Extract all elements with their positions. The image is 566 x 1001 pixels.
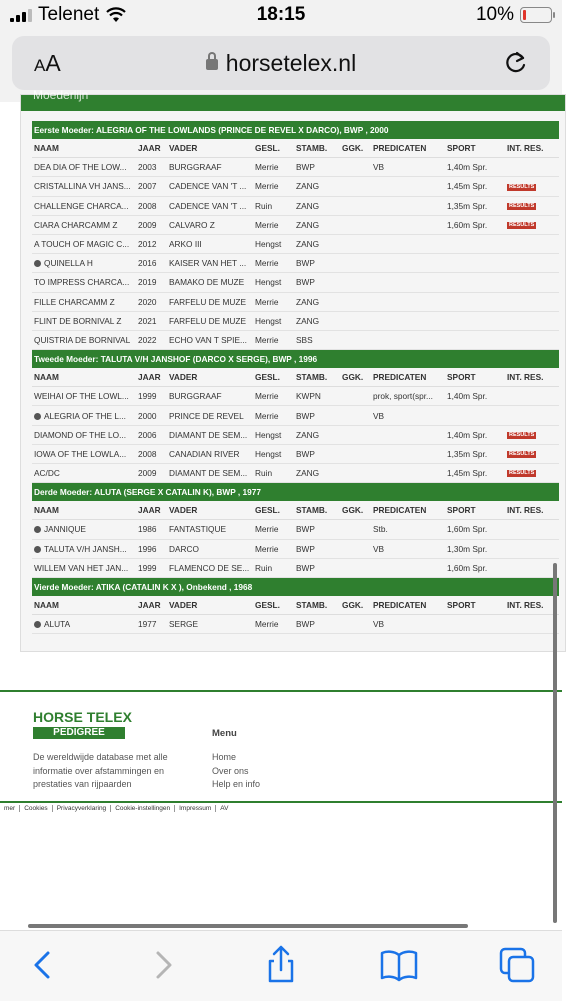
cell-ggk (340, 520, 371, 539)
cell-predicaten: VB (371, 615, 445, 634)
cell-geslacht: Merrie (253, 330, 294, 349)
deceased-icon (34, 413, 41, 420)
cell-vader[interactable]: PRINCE DE REVEL (167, 406, 253, 425)
column-header-int-res: INT. RES. (505, 596, 559, 615)
cell-naam[interactable]: DIAMOND OF THE LO... (32, 425, 136, 444)
cell-int-res (505, 196, 559, 215)
column-header-vader: VADER (167, 501, 253, 520)
cell-jaar: 2012 (136, 234, 167, 253)
cell-ggk (340, 254, 371, 273)
cell-geslacht: Merrie (253, 158, 294, 177)
legal-link-impressum[interactable]: Impressum (175, 805, 216, 812)
cell-vader[interactable]: DIAMANT DE SEM... (167, 464, 253, 483)
cell-predicaten: VB (371, 158, 445, 177)
cell-naam[interactable]: FILLE CHARCAMM Z (32, 292, 136, 311)
footer-link-over-ons[interactable]: Over ons (212, 765, 249, 776)
url-field[interactable] (12, 50, 550, 77)
table-row[interactable] (32, 215, 559, 234)
legal-link-av[interactable]: AV (220, 805, 229, 812)
web-content (0, 88, 562, 930)
cell-vader[interactable]: FARFELU DE MUZE (167, 311, 253, 330)
column-header-stamboek: STAMB. (294, 501, 340, 520)
results-badge[interactable]: RESULTS (509, 202, 535, 209)
offspring-table (32, 121, 559, 634)
table-row[interactable] (32, 406, 559, 425)
cell-jaar: 2008 (136, 196, 167, 215)
clock: 18:15 (256, 4, 306, 25)
cell-sport (445, 273, 505, 292)
battery-percent: 10% (475, 4, 514, 25)
cell-geslacht: Merrie (253, 520, 294, 539)
cell-jaar: 2009 (136, 215, 167, 234)
cell-ggk (340, 215, 371, 234)
cell-sport: 1,40m Spr. (445, 387, 505, 406)
cell-sport (445, 234, 505, 253)
reader-settings-button[interactable]: AA (34, 50, 61, 76)
cell-sport: 1,60m Spr. (445, 558, 505, 577)
lock-icon (206, 59, 218, 70)
cell-predicaten (371, 558, 445, 577)
cell-naam[interactable]: A TOUCH OF MAGIC C... (32, 234, 136, 253)
legal-link-privacy[interactable]: Privacyverklaring (53, 805, 112, 812)
cell-geslacht: Ruin (253, 558, 294, 577)
vertical-scrollbar[interactable] (553, 563, 557, 923)
results-badge[interactable]: RESULTS (509, 451, 535, 458)
cell-int-res (505, 520, 559, 539)
cell-naam[interactable]: FLINT DE BORNIVAL Z (32, 311, 136, 330)
cell-stamboek: ZANG (294, 425, 340, 444)
legal-links (0, 805, 562, 812)
column-header-sport: SPORT (445, 596, 505, 615)
cell-vader[interactable]: FARFELU DE MUZE (167, 292, 253, 311)
results-badge[interactable]: RESULTS (509, 222, 535, 229)
column-header-naam: NAAM (32, 368, 136, 387)
cell-vader[interactable]: CADENCE VAN 'T ... (167, 177, 253, 196)
column-header-int-res: INT. RES. (505, 501, 559, 520)
cell-predicaten: Stb. (371, 520, 445, 539)
horse-name[interactable]: TALUTA V/H JANSH... (44, 543, 127, 554)
cell-ggk (340, 406, 371, 425)
cell-sport: 1,60m Spr. (445, 520, 505, 539)
cell-ggk (340, 292, 371, 311)
cell-ggk (340, 539, 371, 558)
cell-geslacht: Hengst (253, 234, 294, 253)
cell-predicaten (371, 234, 445, 253)
reload-icon[interactable] (502, 48, 530, 76)
cell-sport: 1,45m Spr. (445, 177, 505, 196)
horizontal-scrollbar[interactable] (28, 924, 468, 928)
cell-vader[interactable]: DARCO (167, 539, 253, 558)
column-header-row (32, 596, 559, 615)
cell-geslacht: Merrie (253, 387, 294, 406)
cell-jaar: 2003 (136, 158, 167, 177)
column-header-stamboek: STAMB. (294, 139, 340, 158)
cell-ggk (340, 464, 371, 483)
cell-geslacht: Ruin (253, 196, 294, 215)
column-header-ggk: GGK. (340, 596, 371, 615)
column-header-jaar: JAAR (136, 501, 167, 520)
table-row[interactable] (32, 196, 559, 215)
cell-ggk (340, 425, 371, 444)
column-header-naam: NAAM (32, 501, 136, 520)
column-header-stamboek: STAMB. (294, 596, 340, 615)
column-header-jaar: JAAR (136, 139, 167, 158)
cell-naam[interactable]: QUISTRIA DE BORNIVAL (32, 330, 136, 349)
deceased-icon (34, 526, 41, 533)
cell-ggk (340, 177, 371, 196)
cell-int-res (505, 615, 559, 634)
footer-link-home[interactable]: Home (212, 752, 237, 762)
cell-vader[interactable]: ECHO VAN T SPIE... (167, 330, 253, 349)
column-header-geslacht: GESL. (253, 368, 294, 387)
column-header-row (32, 501, 559, 520)
column-header-sport: SPORT (445, 368, 505, 387)
cell-predicaten (371, 311, 445, 330)
cell-int-res (505, 464, 559, 483)
cell-predicaten (371, 254, 445, 273)
section-title[interactable]: Eerste Moeder: ALEGRIA OF THE LOWLANDS (PRINCE DE REVEL X DARCO), BWP , 2000 (32, 121, 559, 139)
table-row[interactable] (32, 330, 559, 349)
footer-menu-title: Menu (212, 728, 237, 739)
share-icon[interactable] (261, 945, 301, 985)
section-heading (32, 483, 559, 502)
cell-ggk (340, 387, 371, 406)
section-title[interactable]: Derde Moeder: ALUTA (SERGE X CATALIN K), BWP , 1977 (32, 483, 559, 502)
dam-line-panel (20, 88, 566, 652)
table-row[interactable] (32, 292, 559, 311)
cell-jaar: 2021 (136, 311, 167, 330)
deceased-icon (34, 621, 41, 628)
cell-sport (445, 254, 505, 273)
cell-jaar: 2008 (136, 444, 167, 463)
table-row[interactable] (32, 234, 559, 253)
cell-stamboek: BWP (294, 558, 340, 577)
column-header-ggk: GGK. (340, 139, 371, 158)
table-row[interactable] (32, 387, 559, 406)
cell-sport (445, 311, 505, 330)
cell-geslacht: Hengst (253, 444, 294, 463)
column-header-geslacht: GESL. (253, 501, 294, 520)
cell-int-res (505, 273, 559, 292)
cell-sport: 1,30m Spr. (445, 539, 505, 558)
cell-stamboek: SBS (294, 330, 340, 349)
cell-jaar: 2020 (136, 292, 167, 311)
cell-jaar: 2009 (136, 464, 167, 483)
cell-jaar: 1986 (136, 520, 167, 539)
cell-stamboek: BWP (294, 158, 340, 177)
cell-predicaten (371, 464, 445, 483)
cell-geslacht: Merrie (253, 177, 294, 196)
cell-ggk (340, 196, 371, 215)
cell-stamboek: ZANG (294, 177, 340, 196)
cell-predicaten: VB (371, 406, 445, 425)
cell-jaar: 1977 (136, 615, 167, 634)
table-row[interactable] (32, 425, 559, 444)
column-header-sport: SPORT (445, 501, 505, 520)
cell-sport (445, 615, 505, 634)
column-header-int-res: INT. RES. (505, 368, 559, 387)
cell-int-res (505, 311, 559, 330)
table-row[interactable] (32, 615, 559, 634)
cell-int-res (505, 444, 559, 463)
cell-predicaten (371, 330, 445, 349)
table-row[interactable] (32, 558, 559, 577)
cell-stamboek: ZANG (294, 311, 340, 330)
cell-jaar: 2006 (136, 425, 167, 444)
cell-naam[interactable]: IOWA OF THE LOWLA... (32, 444, 136, 463)
carrier-name: Telenet (38, 4, 100, 25)
cell-vader[interactable]: CANADIAN RIVER (167, 444, 253, 463)
cell-vader[interactable]: DIAMANT DE SEM... (167, 425, 253, 444)
cell-int-res (505, 292, 559, 311)
cell-stamboek: ZANG (294, 215, 340, 234)
battery-icon (520, 7, 552, 23)
cell-predicaten: prok, sport(spr... (371, 387, 445, 406)
legal-link-disclaimer[interactable]: mer (0, 805, 20, 812)
cell-geslacht: Hengst (253, 311, 294, 330)
footer-menu (212, 751, 260, 792)
cell-naam[interactable] (32, 615, 136, 634)
cell-predicaten (371, 215, 445, 234)
footer-description: De wereldwijde database met alle informatie over afstammingen en prestaties van rijpaarden (33, 752, 168, 789)
cell-jaar: 2022 (136, 330, 167, 349)
cell-naam[interactable]: WILLEM VAN HET JAN... (32, 558, 136, 577)
section-heading (32, 350, 559, 369)
cell-naam[interactable]: TO IMPRESS CHARCA... (32, 273, 136, 292)
table-row[interactable] (32, 273, 559, 292)
column-header-ggk: GGK. (340, 501, 371, 520)
cell-jaar: 2016 (136, 254, 167, 273)
column-header-sport: SPORT (445, 139, 505, 158)
cell-ggk (340, 273, 371, 292)
cell-jaar: 2019 (136, 273, 167, 292)
cell-geslacht: Merrie (253, 254, 294, 273)
footer-link-help[interactable]: Help en info (212, 779, 261, 789)
cell-ggk (340, 558, 371, 577)
cell-stamboek: BWP (294, 615, 340, 634)
cell-vader[interactable]: BURGGRAAF (167, 158, 253, 177)
cell-stamboek: ZANG (294, 234, 340, 253)
results-badge[interactable]: RESULTS (509, 432, 535, 439)
cell-naam[interactable]: CHALLENGE CHARCA... (32, 196, 136, 215)
cell-int-res (505, 215, 559, 234)
cell-stamboek: BWP (294, 444, 340, 463)
cell-jaar: 1999 (136, 558, 167, 577)
cell-stamboek: BWP (294, 254, 340, 273)
browser-toolbar (0, 930, 562, 1001)
cell-sport: 1,60m Spr. (445, 215, 505, 234)
column-header-predicaten: PREDICATEN (371, 139, 445, 158)
cell-vader[interactable]: CADENCE VAN 'T ... (167, 196, 253, 215)
horse-name[interactable]: ALEGRIA OF THE L... (44, 410, 126, 421)
cell-vader[interactable]: SERGE (167, 615, 253, 634)
cell-naam[interactable] (32, 406, 136, 425)
column-header-vader: VADER (167, 368, 253, 387)
battery (476, 4, 552, 26)
table-row[interactable] (32, 158, 559, 177)
section-title[interactable]: Vierde Moeder: ATIKA (CATALIN K X ), Onbekend , 1968 (32, 577, 559, 596)
horse-name[interactable]: QUINELLA H (44, 258, 93, 269)
column-header-jaar: JAAR (136, 368, 167, 387)
cell-naam[interactable] (32, 520, 136, 539)
cell-geslacht: Hengst (253, 273, 294, 292)
horsetelex-logo[interactable]: HORSE TELEX PEDIGREE (33, 709, 132, 738)
cell-naam[interactable]: CIARA CHARCAMM Z (32, 215, 136, 234)
deceased-icon (34, 546, 41, 553)
column-header-geslacht: GESL. (253, 596, 294, 615)
cell-sport (445, 406, 505, 425)
section-heading (32, 577, 559, 596)
results-badge[interactable]: RESULTS (509, 183, 535, 190)
cell-vader[interactable]: KAISER VAN HET ... (167, 254, 253, 273)
cell-stamboek: ZANG (294, 464, 340, 483)
cell-geslacht: Merrie (253, 539, 294, 558)
cell-naam[interactable]: WEIHAI OF THE LOWL... (32, 387, 136, 406)
cell-predicaten (371, 425, 445, 444)
cell-int-res (505, 425, 559, 444)
status-bar (0, 0, 562, 32)
cell-int-res (505, 406, 559, 425)
column-header-naam: NAAM (32, 139, 136, 158)
cell-stamboek: BWP (294, 520, 340, 539)
cell-stamboek: BWP (294, 539, 340, 558)
cell-sport: 1,40m Spr. (445, 158, 505, 177)
cell-stamboek: BWP (294, 406, 340, 425)
column-header-stamboek: STAMB. (294, 368, 340, 387)
cell-predicaten (371, 177, 445, 196)
cell-geslacht: Merrie (253, 292, 294, 311)
footer-divider-top (0, 690, 562, 692)
cell-sport: 1,45m Spr. (445, 464, 505, 483)
section-title[interactable]: Tweede Moeder: TALUTA V/H JANSHOF (DARCO X SERGE), BWP , 1996 (32, 350, 559, 369)
cell-geslacht: Merrie (253, 406, 294, 425)
cell-int-res (505, 387, 559, 406)
table-row[interactable] (32, 444, 559, 463)
legal-link-cookie-settings[interactable]: Cookie-instellingen (111, 805, 175, 812)
deceased-icon (34, 260, 41, 267)
url-text: horsetelex.nl (225, 50, 357, 76)
cell-predicaten (371, 196, 445, 215)
cell-vader[interactable]: BAMAKO DE MUZE (167, 273, 253, 292)
back-icon[interactable] (22, 945, 62, 985)
table-row[interactable] (32, 539, 559, 558)
cell-predicaten: VB (371, 539, 445, 558)
table-row[interactable] (32, 311, 559, 330)
cell-sport: 1,35m Spr. (445, 196, 505, 215)
column-header-predicaten: PREDICATEN (371, 368, 445, 387)
address-bar[interactable] (12, 36, 550, 90)
column-header-int-res: INT. RES. (505, 139, 559, 158)
cell-ggk (340, 615, 371, 634)
cell-int-res (505, 158, 559, 177)
section-heading (32, 121, 559, 139)
cell-geslacht: Merrie (253, 215, 294, 234)
cell-naam[interactable]: AC/DC (32, 464, 136, 483)
cell-jaar: 2000 (136, 406, 167, 425)
column-header-vader: VADER (167, 596, 253, 615)
cell-ggk (340, 158, 371, 177)
column-header-predicaten: PREDICATEN (371, 596, 445, 615)
cell-jaar: 1999 (136, 387, 167, 406)
cell-ggk (340, 234, 371, 253)
table-row[interactable] (32, 254, 559, 273)
cell-stamboek: ZANG (294, 196, 340, 215)
cell-vader[interactable]: ARKO III (167, 234, 253, 253)
column-header-row (32, 139, 559, 158)
cell-ggk (340, 311, 371, 330)
column-header-geslacht: GESL. (253, 139, 294, 158)
cell-sport (445, 330, 505, 349)
footer-divider-bottom (0, 801, 562, 803)
column-header-naam: NAAM (32, 596, 136, 615)
column-header-jaar: JAAR (136, 596, 167, 615)
table-row[interactable] (32, 464, 559, 483)
cell-sport: 1,40m Spr. (445, 425, 505, 444)
horse-name[interactable]: ALUTA (44, 619, 71, 630)
column-header-predicaten: PREDICATEN (371, 501, 445, 520)
cell-naam[interactable]: DEA DIA OF THE LOW... (32, 158, 136, 177)
cell-stamboek: BWP (294, 273, 340, 292)
table-row[interactable] (32, 520, 559, 539)
cell-stamboek: KWPN (294, 387, 340, 406)
cell-vader[interactable]: FLAMENCO DE SE... (167, 558, 253, 577)
cell-vader[interactable]: BURGGRAAF (167, 387, 253, 406)
panel-heading: Moederlijn (21, 95, 565, 111)
cell-vader[interactable]: FANTASTIQUE (167, 520, 253, 539)
cell-int-res (505, 539, 559, 558)
cell-naam[interactable]: CRISTALLINA VH JANS... (32, 177, 136, 196)
results-badge[interactable]: RESULTS (509, 470, 535, 477)
cell-predicaten (371, 273, 445, 292)
cell-sport: 1,35m Spr. (445, 444, 505, 463)
column-header-ggk: GGK. (340, 368, 371, 387)
cell-predicaten (371, 444, 445, 463)
cell-int-res (505, 558, 559, 577)
table-row[interactable] (32, 177, 559, 196)
cell-ggk (340, 444, 371, 463)
cell-vader[interactable]: CALVARO Z (167, 215, 253, 234)
cell-geslacht: Merrie (253, 615, 294, 634)
bookmarks-icon[interactable] (379, 945, 419, 985)
legal-link-cookies[interactable]: Cookies (20, 805, 52, 812)
cell-int-res (505, 234, 559, 253)
cell-stamboek: ZANG (294, 292, 340, 311)
cell-sport (445, 292, 505, 311)
cell-naam[interactable] (32, 539, 136, 558)
cell-geslacht: Hengst (253, 425, 294, 444)
cell-naam[interactable] (32, 254, 136, 273)
cell-jaar: 2007 (136, 177, 167, 196)
cell-int-res (505, 177, 559, 196)
column-header-vader: VADER (167, 139, 253, 158)
cell-int-res (505, 254, 559, 273)
horse-name[interactable]: JANNIQUE (44, 524, 86, 535)
tabs-icon[interactable] (497, 945, 537, 985)
cell-geslacht: Ruin (253, 464, 294, 483)
cell-predicaten (371, 292, 445, 311)
column-header-row (32, 368, 559, 387)
cell-ggk (340, 330, 371, 349)
cell-int-res (505, 330, 559, 349)
forward-icon[interactable] (144, 945, 184, 985)
cell-jaar: 1996 (136, 539, 167, 558)
